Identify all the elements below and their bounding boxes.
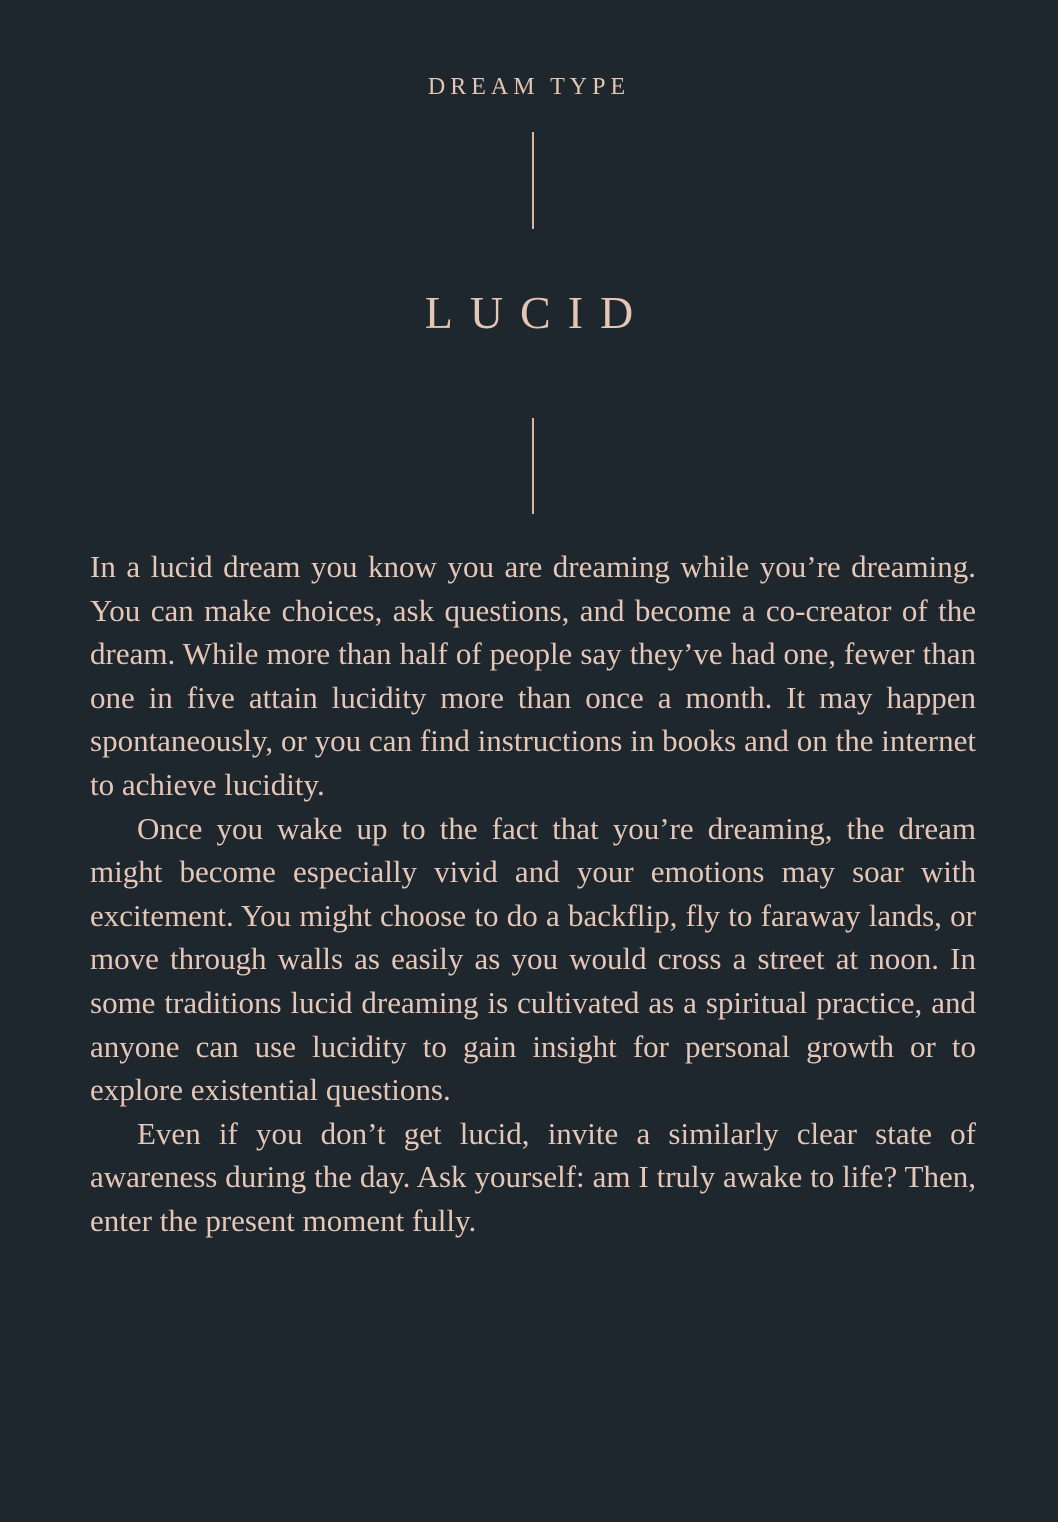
dream-type-label: DREAM TYPE (427, 74, 631, 100)
paragraph-2: Once you wake up to the fact that you’re dreaming, the dream might become especially vivid and your emotions may soar with excitement. You might choose to do a backflip, fly to faraway lands, or move through walls as easily as you would cross a street at noon. In some traditions lucid dreaming is cultivated as a spiritual practice, and anyone can use lucidity to gain insight for personal growth or to explore existential questions. (90, 810, 976, 1108)
bottom-divider-rule (532, 418, 534, 514)
paragraph-3: Even if you don’t get lucid, invite a similarly clear state of awareness during the day. Ask yourself: am I truly awake to life? Then, enter the present moment fully. (90, 1115, 976, 1238)
paragraph-1: In a lucid dream you know you are dreaming while you’re dreaming. You can make choices, ask questions, and become a co-creator of the dream. While more than half of people say they’ve had one, fewer than one in five attain lucidity more than once a month. It may happen spontaneously, or you can find instructions in books and on the internet to achieve lucidity. (90, 549, 976, 802)
top-divider-rule (532, 132, 534, 229)
body-text (90, 545, 976, 1243)
page-title: LUCID (424, 287, 651, 338)
